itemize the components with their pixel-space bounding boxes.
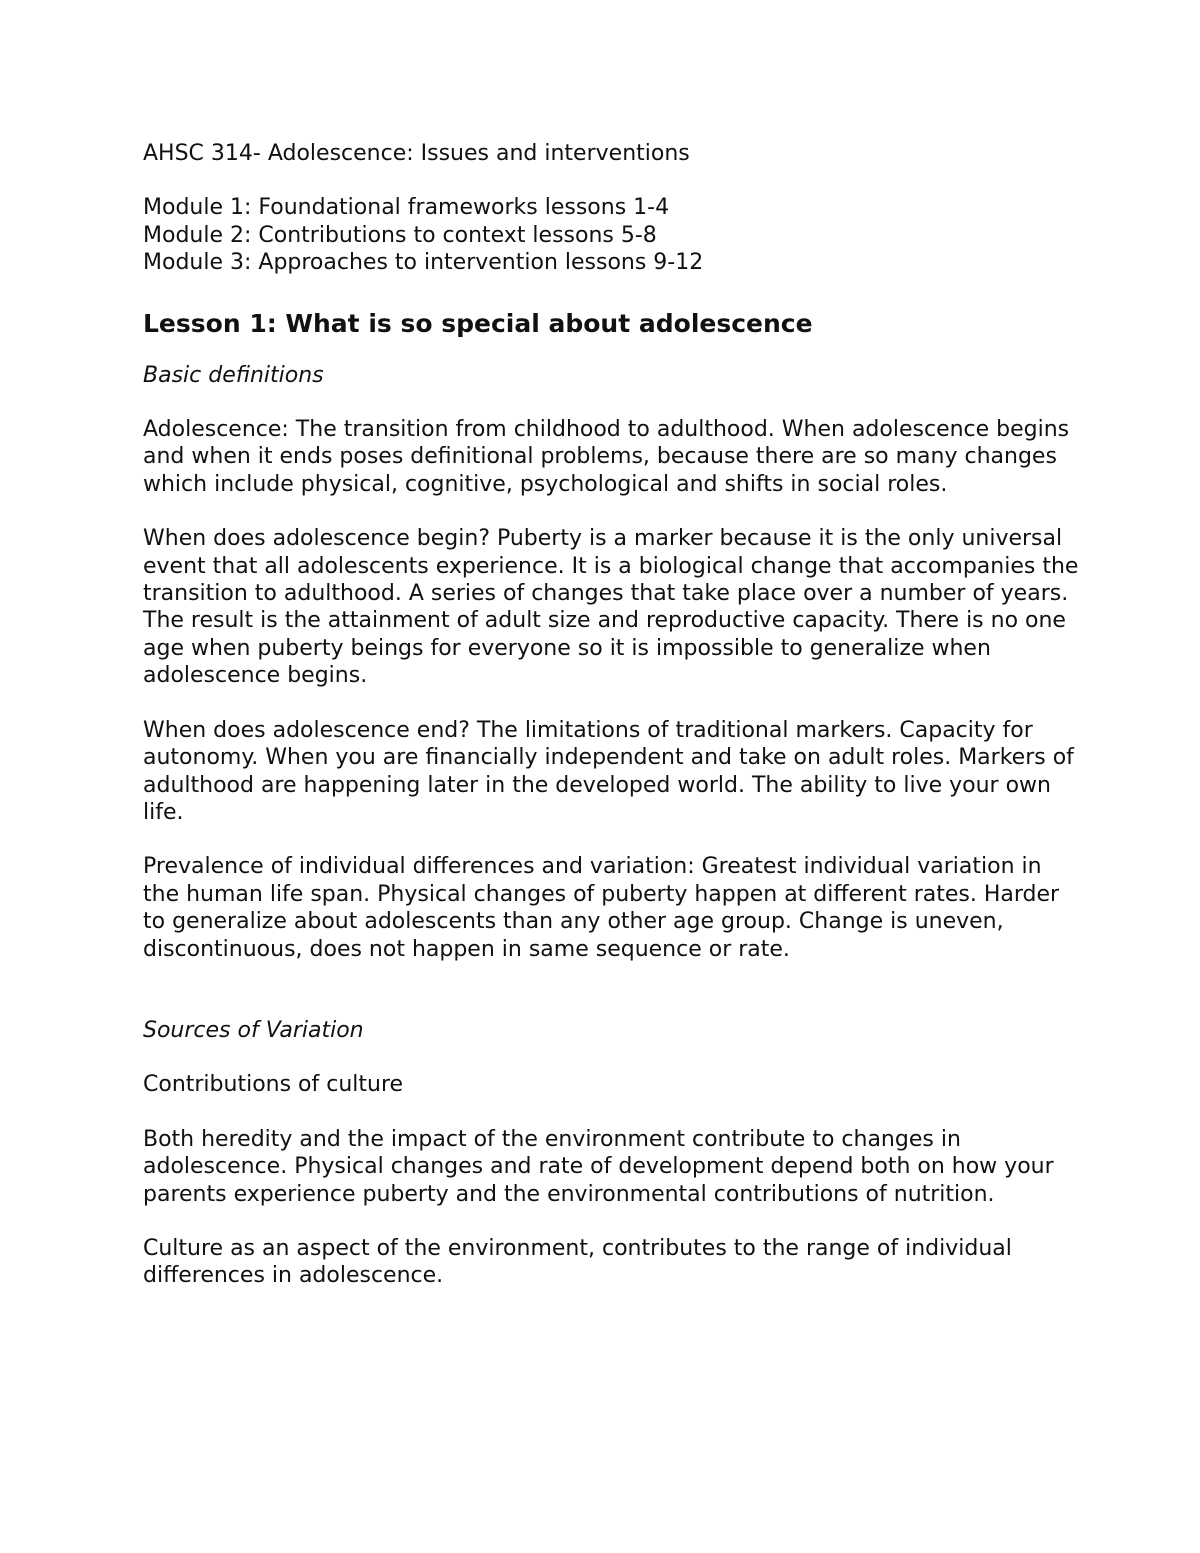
section-heading-sources-of-variation: Sources of Variation: [143, 1017, 364, 1043]
module-item: Module 3: Approaches to intervention lessons 9-12: [143, 250, 704, 276]
paragraph: When does adolescence end? The limitations of traditional markers. Capacity for autonomy. When you are financially independent and take on adult roles. Markers of adulthood are happening later in the developed world. The ability to live your own life.: [143, 717, 1074, 825]
paragraph: Adolescence: The transition from childhood to adulthood. When adolescence begins and when it ends poses definitional problems, because there are so many changes which include physical, cognitive, psychological and shifts in social roles.: [143, 417, 1070, 497]
module-item: Module 2: Contributions to context lessons 5-8: [143, 222, 657, 248]
paragraph: When does adolescence begin? Puberty is a marker because it is the only universal event that all adolescents experience. It is a biological change that accompanies the transition to adulthood. A series of changes that take place over a number of years. The result is the attainment of adult size and reproductive capacity. There is no one age when puberty beings for everyone so it is impossible to generalize when adolescence begins.: [143, 526, 1079, 689]
course-title: AHSC 314- Adolescence: Issues and interventions: [143, 141, 690, 166]
paragraph: Both heredity and the impact of the environment contribute to changes in adolescence. Physical changes and rate of development depend both on how your parents experience puberty and the environmental contributions of nutrition.: [143, 1126, 1054, 1207]
section-heading-basic-definitions: Basic definitions: [143, 362, 324, 388]
paragraph: Prevalence of individual differences and variation: Greatest individual variation in the human life span. Physical changes of puberty happen at different rates. Harder to generalize about adolescents than any other age group. Change is uneven, discontinuous, does not happen in same sequence or rate.: [143, 854, 1060, 962]
module-list: [143, 194, 1083, 276]
lesson-heading: Lesson 1: What is so special about adolescence: [143, 308, 813, 338]
subheading-contributions-of-culture: Contributions of culture: [143, 1072, 404, 1098]
paragraph: Culture as an aspect of the environment, contributes to the range of individual differences in adolescence.: [143, 1235, 1012, 1289]
document-page: [143, 140, 1083, 1317]
module-item: Module 1: Foundational frameworks lessons 1-4: [143, 195, 670, 221]
